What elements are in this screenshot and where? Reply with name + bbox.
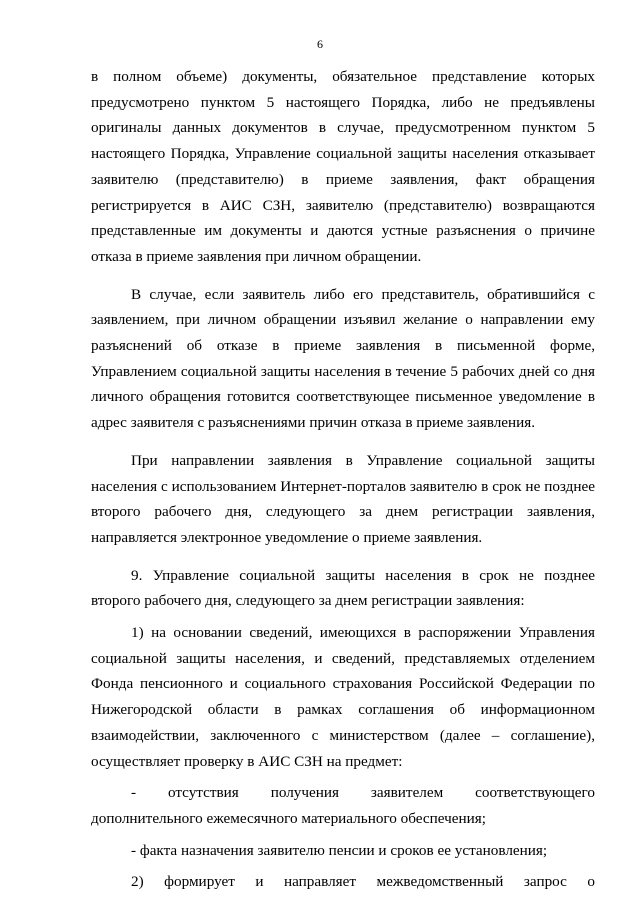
paragraph: 9. Управление социальной защиты населения в срок не позднее второго рабочего дня, следующего за днем регистрации заявления: [91, 566, 595, 610]
paragraph: При направлении заявления в Управление социальной защиты населения с использованием Интернет-порталов заявителю в срок не позднее второго рабочего дня, следующего за днем регистрации заявления, направляется электронное уведомление о приеме заявления. [91, 451, 595, 546]
list-item: - факта назначения заявителю пенсии и сроков ее установления; [131, 841, 548, 859]
list-item: - отсутствия получения заявителем соответствующего дополнительного ежемесячного материального обеспечения; [91, 784, 595, 827]
paragraph: В случае, если заявитель либо его представитель, обратившийся с заявлением, при личном обращении изъявил желание о направлении ему разъяснений об отказе в приеме заявления в письменной форме, Управлением социальной защиты населения в течение 5 рабочих дней со дня личного обращения готовится соответствующее письменное уведомление в адрес заявителя с разъяснениями причин отказа в приеме заявления. [91, 285, 595, 432]
page-number: 6 [317, 37, 323, 51]
document-body [91, 64, 595, 895]
paragraph: 2) формирует и направляет межведомственный запрос о [131, 873, 595, 891]
paragraph: 1) на основании сведений, имеющихся в распоряжении Управления социальной защиты населения, и сведений, представляемых отделением Фонда пенсионного и социального страхования Российской Федерации по Нижегородской области в рамках соглашения об информационном взаимодействии, заключенного с министерством (далее – соглашение), осуществляет проверку в АИС СЗН на предмет: [91, 624, 595, 770]
paragraph: в полном объеме) документы, обязательное представление которых предусмотрено пунктом 5 настоящего Порядка, либо не предъявлены оригиналы данных документов в случае, предусмотренном пунктом 5 настоящего Порядка, Управление социальной защиты населения отказывает заявителю (представителю) в приеме заявления, факт обращения регистрируется в АИС СЗН, заявителю (представителю) возвращаются представленные им документы и даются устные разъяснения о причине отказа в приеме заявления при личном обращении. [91, 68, 595, 265]
